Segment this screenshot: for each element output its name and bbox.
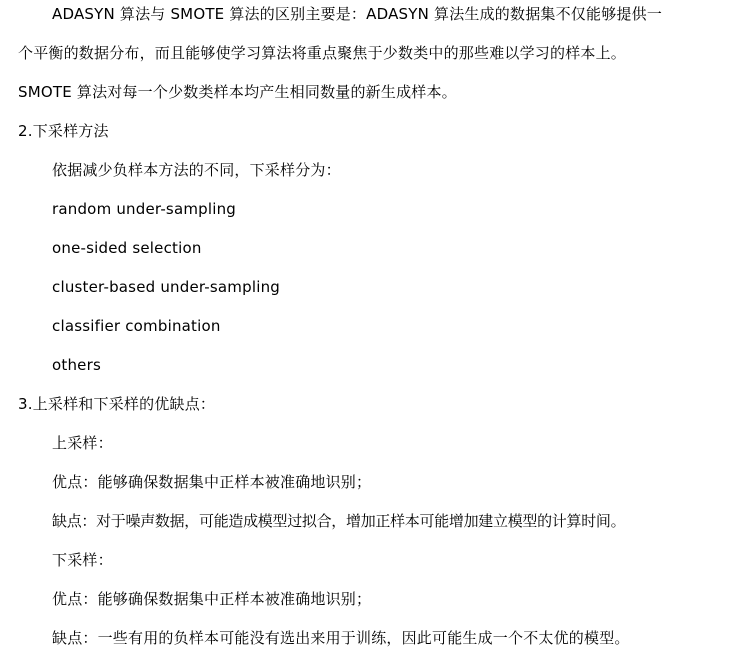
- section-2-lead: 依据减少负样本方法的不同，下采样分为：: [52, 161, 341, 179]
- upsampling-label: 上采样：: [52, 434, 113, 452]
- downsampling-pro: 优点：能够确保数据集中正样本被准确地识别；: [52, 590, 372, 608]
- intro-paragraph-line-3: SMOTE 算法对每一个少数类样本均产生相同数量的新生成样本。: [18, 83, 457, 101]
- section-2-heading: 2.下采样方法: [18, 122, 109, 140]
- downsampling-label: 下采样：: [52, 551, 113, 569]
- intro-paragraph-line-1: ADASYN 算法与 SMOTE 算法的区别主要是：ADASYN 算法生成的数据集不仅能够提供一: [52, 5, 663, 23]
- method-list-item: cluster-based under-sampling: [52, 278, 280, 296]
- intro-paragraph-line-2: 个平衡的数据分布，而且能够使学习算法将重点聚焦于少数类中的那些难以学习的样本上。: [18, 44, 627, 62]
- method-list-item: one-sided selection: [52, 239, 202, 257]
- section-3-heading: 3.上采样和下采样的优缺点：: [18, 395, 216, 413]
- upsampling-con: 缺点：对于噪声数据，可能造成模型过拟合，增加正样本可能增加建立模型的计算时间。: [52, 512, 626, 530]
- method-list-item: others: [52, 356, 101, 374]
- method-list-item: classifier combination: [52, 317, 221, 335]
- upsampling-pro: 优点：能够确保数据集中正样本被准确地识别；: [52, 473, 372, 491]
- method-list-item: random under-sampling: [52, 200, 237, 218]
- downsampling-con: 缺点：一些有用的负样本可能没有选出来用于训练，因此可能生成一个不太优的模型。: [52, 629, 630, 647]
